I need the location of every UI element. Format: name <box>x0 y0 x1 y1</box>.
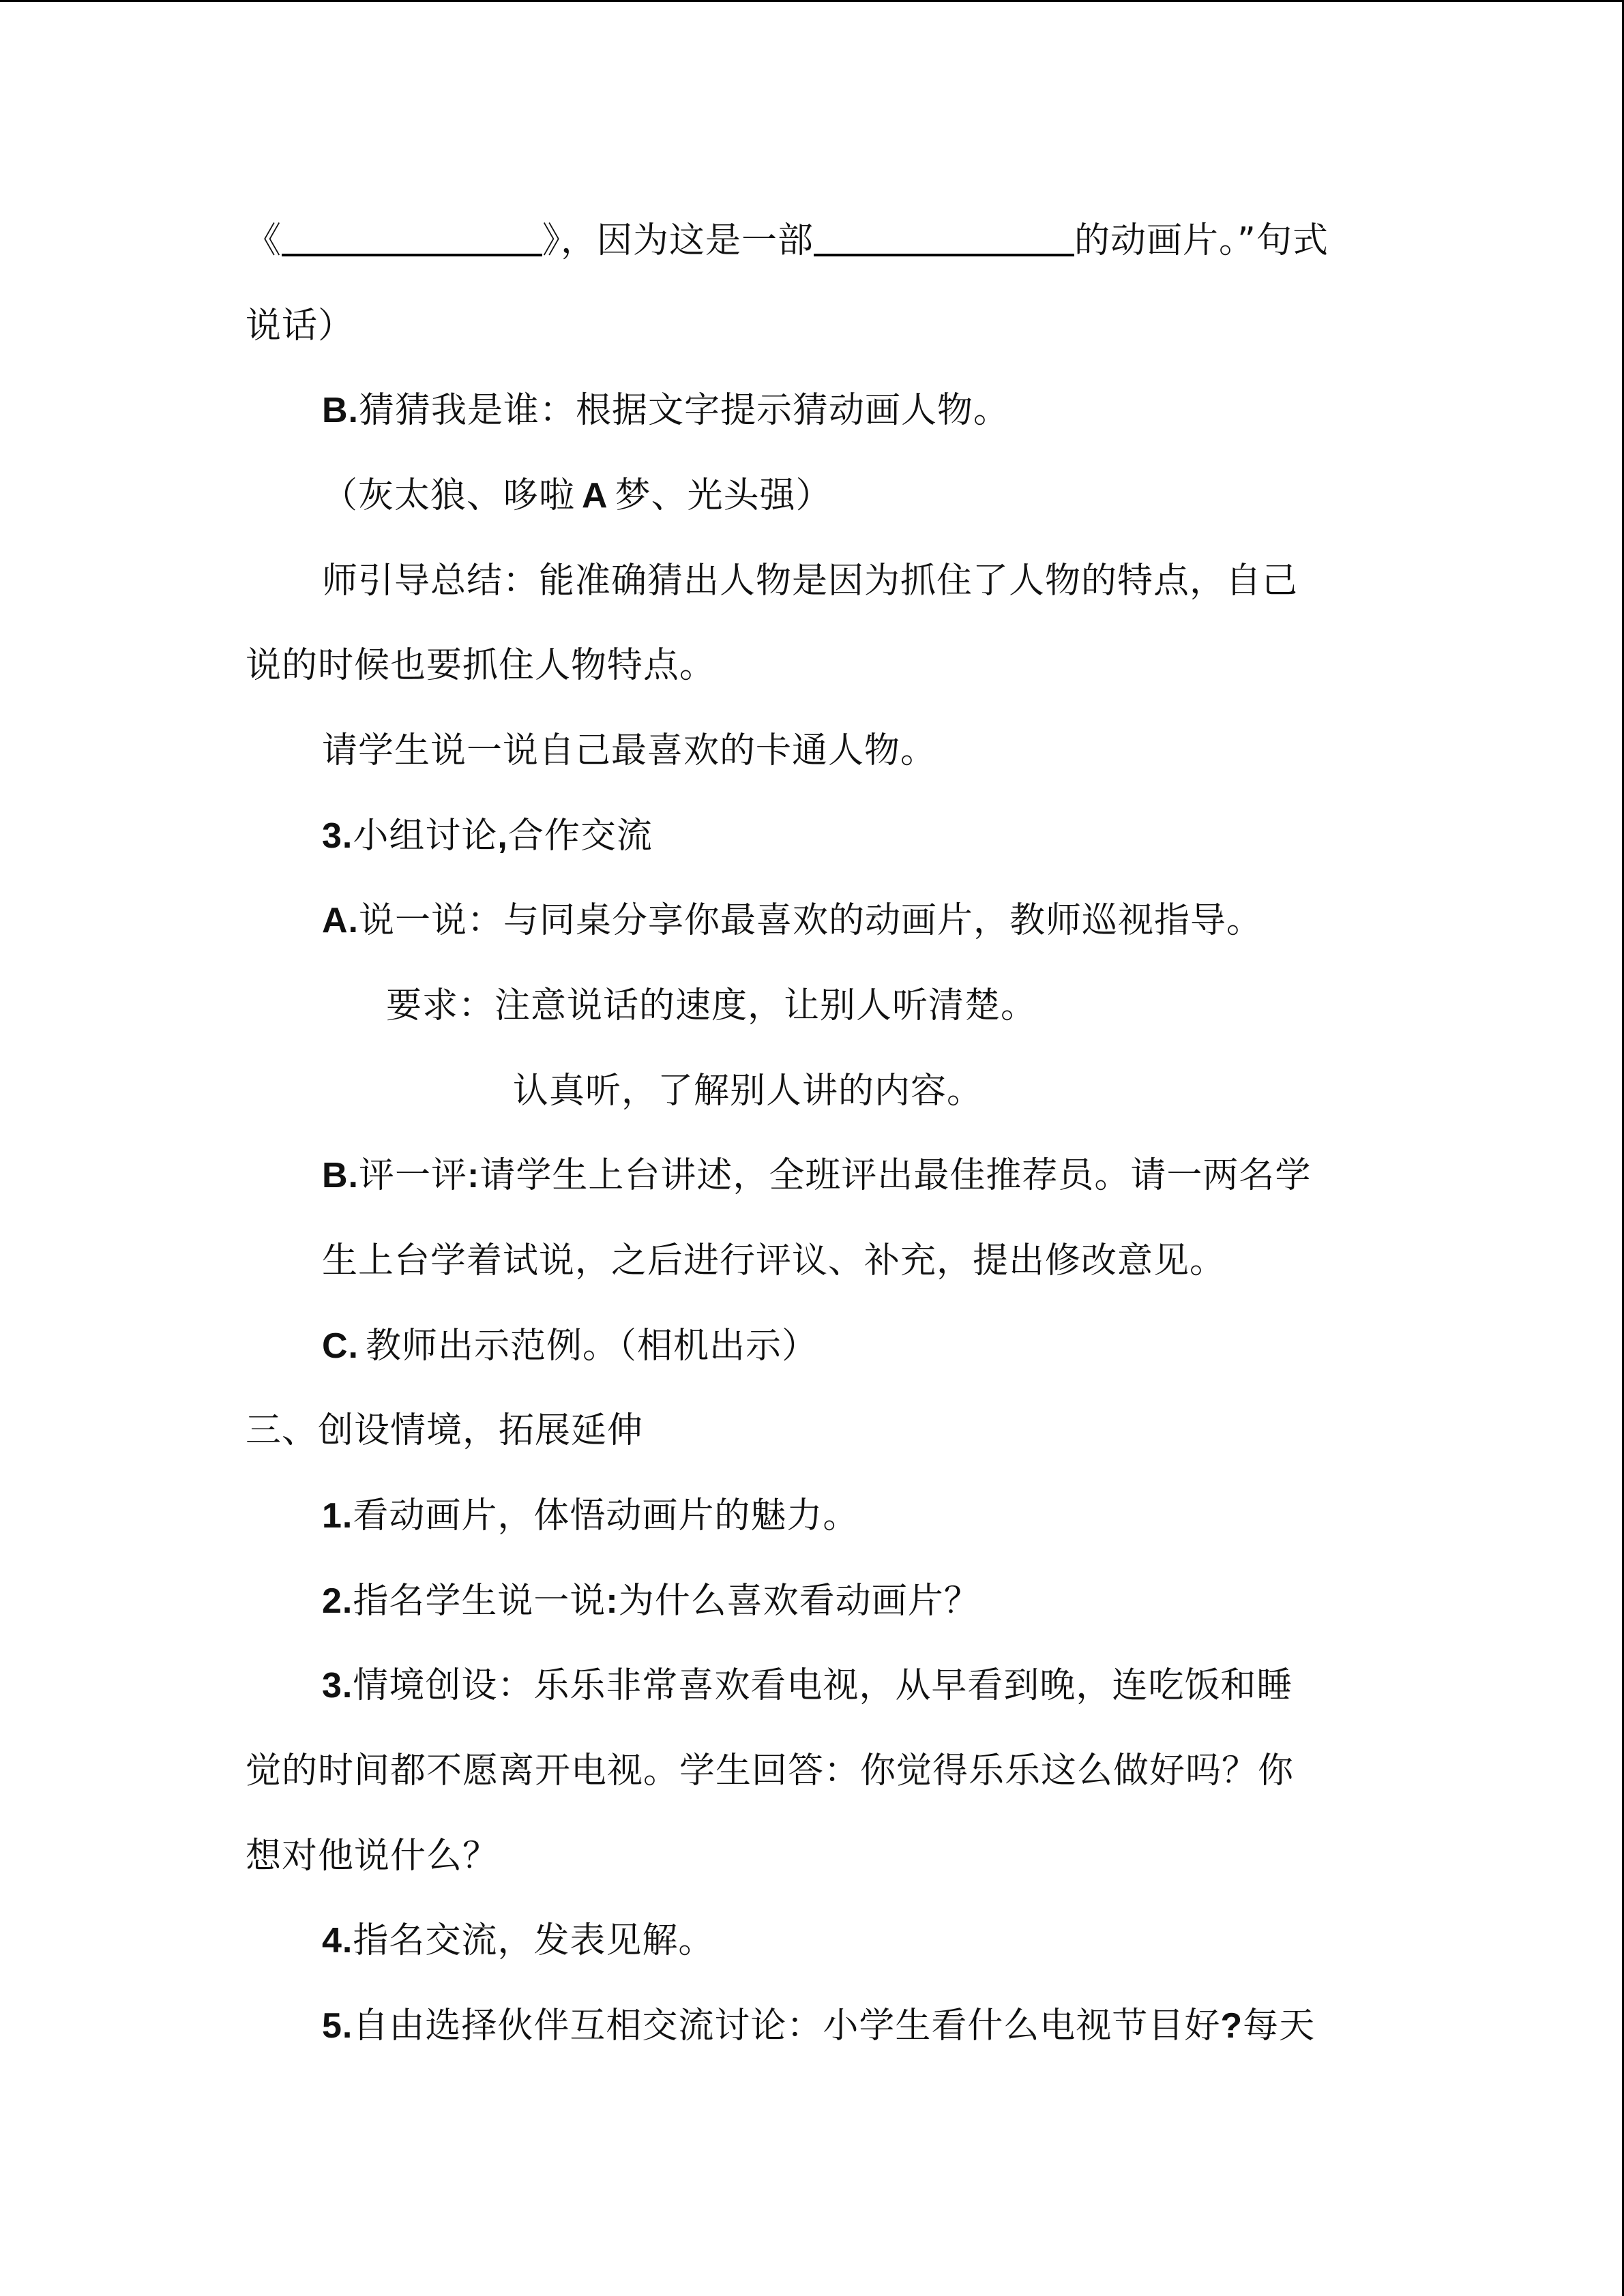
item-marker: 5. <box>322 2006 353 2046</box>
paragraph-line-5 <box>322 557 1298 605</box>
item-marker: 3. <box>322 816 353 856</box>
punctuation: : <box>467 1156 480 1195</box>
item-marker: B. <box>322 1156 359 1195</box>
line-text: 小组讨论 <box>353 816 498 856</box>
top-border-rule <box>0 0 1624 2</box>
item-marker: A. <box>322 901 359 940</box>
line-text: 指名学生说一说 <box>353 1581 606 1622</box>
section-heading <box>246 1407 643 1455</box>
line-text: 看动画片，体悟动画片的魅力。 <box>353 1495 859 1536</box>
paragraph-line-16 <box>322 1492 859 1540</box>
item-marker: 1. <box>322 1496 353 1536</box>
line-text: （灰太狼、哆啦 <box>322 475 576 516</box>
paragraph-line-10 <box>386 982 1037 1030</box>
paragraph-line-17 <box>322 1577 980 1625</box>
line-text: 自由选择伙伴互相交流讨论：小学生看什么电视节目好 <box>353 2006 1221 2046</box>
paragraph-line-18 <box>322 1662 1293 1710</box>
item-marker: 3. <box>322 1666 353 1705</box>
line-text: 认真听，了解别人讲的内容。 <box>513 1071 984 1112</box>
blank-underline-description <box>814 218 1074 256</box>
item-marker: 4. <box>322 1921 353 1960</box>
line-text: 说话） <box>246 305 355 346</box>
item-marker: B. <box>322 391 359 430</box>
paragraph-line-9 <box>322 897 1263 944</box>
paragraph-line-11 <box>513 1067 983 1115</box>
item-marker: 2. <box>322 1581 353 1621</box>
line-text: 情境创设：乐乐非常喜欢看电视，从早看到晚，连吃饭和睡 <box>353 1665 1293 1706</box>
paragraph-line-4 <box>322 472 832 520</box>
bold-letter: A <box>582 476 608 516</box>
line-text: 每天 <box>1243 2006 1316 2046</box>
line-text: 说的时候也要抓住人物特点。 <box>246 645 716 686</box>
line-text: 想对他说什么？ <box>246 1836 499 1877</box>
paragraph-line-7 <box>322 727 936 775</box>
paragraph-line-3 <box>322 387 1009 434</box>
paragraph-line-1 <box>246 217 1329 265</box>
line-text: 》，因为这是一部 <box>542 220 814 261</box>
line-text: 三、创设情境，拓展延伸 <box>246 1410 644 1451</box>
line-text: 要求：注意说话的速度，让别人听清楚。 <box>386 985 1037 1026</box>
paragraph-line-12 <box>322 1152 1311 1199</box>
line-text: 说一说：与同桌分享你最喜欢的动画片，教师巡视指导。 <box>359 900 1263 941</box>
line-text: 请学生说一说自己最喜欢的卡通人物。 <box>322 730 937 771</box>
line-text: 的动画片。”句式 <box>1074 220 1329 261</box>
line-text: 指名交流，发表见解。 <box>353 1920 715 1961</box>
line-text: 合作交流 <box>507 816 653 856</box>
paragraph-line-14 <box>322 1322 818 1370</box>
item-marker: C. <box>322 1326 359 1366</box>
paragraph-line-8 <box>322 812 653 860</box>
paragraph-line-20 <box>246 1832 499 1880</box>
open-book-bracket: 《 <box>246 220 282 261</box>
paragraph-line-2 <box>246 302 354 350</box>
line-text: 梦、光头强） <box>615 475 832 516</box>
line-text: 觉的时间都不愿离开电视。学生回答：你觉得乐乐这么做好吗？你 <box>246 1750 1295 1791</box>
line-text: 请学生上台讲述，全班评出最佳推荐员。请一两名学 <box>479 1155 1312 1196</box>
line-text: 猜猜我是谁：根据文字提示猜动画人物。 <box>359 390 1010 431</box>
punctuation: ? <box>1220 2006 1243 2046</box>
line-text: 生上台学着试说，之后进行评议、补充，提出修改意见。 <box>322 1240 1226 1281</box>
paragraph-line-22 <box>322 2002 1315 2050</box>
line-text: 评一评 <box>359 1155 468 1196</box>
line-text: 师引导总结：能准确猜出人物是因为抓住了人物的特点，自己 <box>322 561 1299 601</box>
line-text: 教师出示范例。（相机出示） <box>366 1326 818 1367</box>
punctuation: : <box>606 1581 619 1621</box>
paragraph-line-13 <box>322 1237 1226 1285</box>
paragraph-line-21 <box>322 1917 714 1965</box>
line-text: 为什么喜欢看动画片？ <box>618 1581 980 1622</box>
paragraph-line-19 <box>246 1747 1294 1795</box>
blank-underline-title <box>282 218 542 256</box>
paragraph-line-6 <box>246 642 715 689</box>
punctuation: , <box>497 816 508 856</box>
